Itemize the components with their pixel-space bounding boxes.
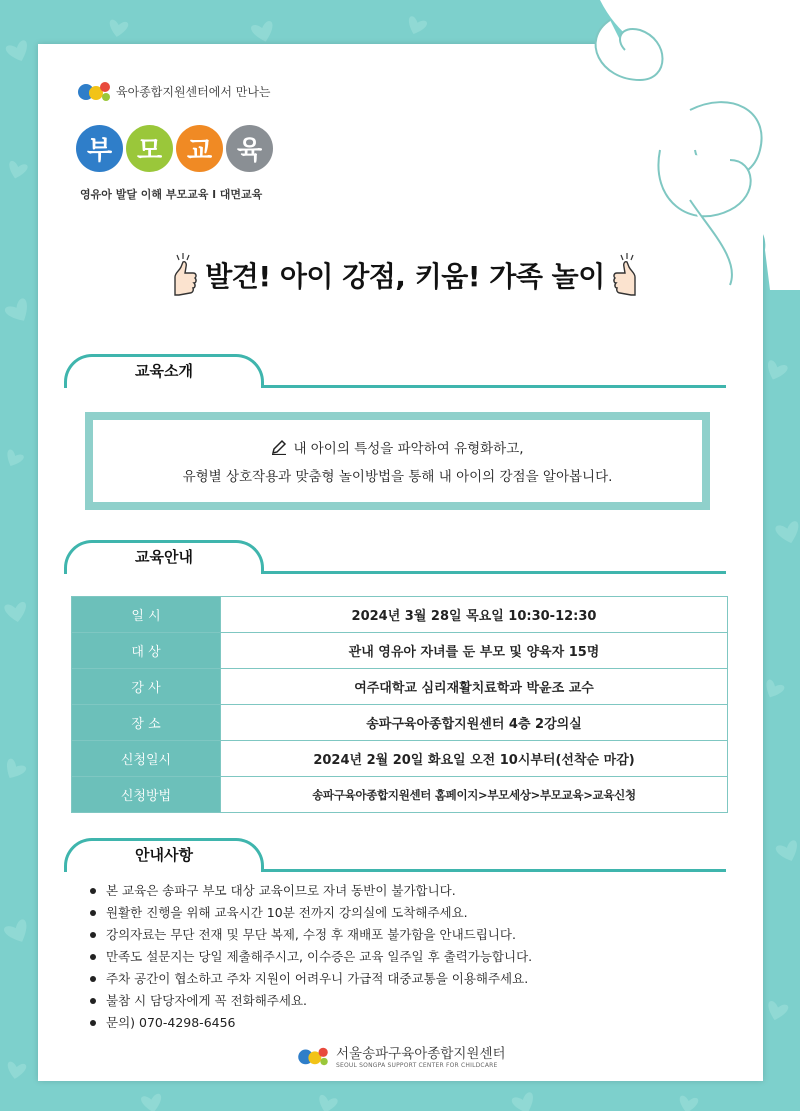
row-value: 여주대학교 심리재활치료학과 박윤조 교수	[221, 669, 728, 705]
section-header-intro	[64, 354, 726, 390]
thumbs-up-icon	[167, 251, 199, 299]
thumbs-up-icon	[611, 251, 643, 299]
row-value: 송파구육아종합지원센터 4층 2강의실	[221, 705, 728, 741]
logo-line	[76, 78, 271, 104]
section-header-notice	[64, 838, 726, 874]
section-title: 교육소개	[135, 362, 193, 380]
pencil-icon	[271, 439, 287, 455]
intro-text-line1: 내 아이의 특성을 파악하여 유형화하고,	[293, 441, 524, 457]
circle-yuk: 육	[226, 125, 273, 172]
main-title: 발견! 아이 강점, 키움! 가족 놀이	[205, 260, 605, 293]
table-row	[72, 777, 728, 813]
row-key: 신청방법	[72, 777, 221, 813]
table-row	[72, 633, 728, 669]
list-item: 문의) 070-4298-6456	[90, 1012, 532, 1034]
program-subline: 영유아 발달 이해 부모교육 l 대면교육	[80, 188, 263, 201]
row-key: 일 시	[72, 597, 221, 633]
list-item: 본 교육은 송파구 부모 대상 교육이므로 자녀 동반이 불가합니다.	[90, 880, 532, 902]
list-item: 만족도 설문지는 당일 제출해주시고, 이수증은 교육 일주일 후 출력가능합니다.	[90, 946, 532, 968]
title-circles	[76, 125, 273, 172]
list-item: 불참 시 담당자에게 꼭 전화해주세요.	[90, 990, 532, 1012]
table-row	[72, 705, 728, 741]
center-logo	[76, 78, 112, 104]
row-value: 2024년 3월 28일 목요일 10:30-12:30	[221, 597, 728, 633]
circle-gyo: 교	[176, 125, 223, 172]
list-item: 주차 공간이 협소하고 주차 지원이 어려우니 가급적 대중교통을 이용해주세요.	[90, 968, 532, 990]
info-table	[71, 596, 728, 813]
row-value: 송파구육아종합지원센터 홈페이지>부모세상>부모교육>교육신청	[221, 777, 728, 813]
logo-caption: 육아종합지원센터에서 만나는	[116, 84, 271, 99]
circle-bu: 부	[76, 125, 123, 172]
intro-text-line2: 유형별 상호작용과 맞춤형 놀이방법을 통해 내 아이의 강점을 알아봅니다.	[182, 469, 613, 485]
notice-list	[90, 880, 532, 1034]
row-value: 2024년 2월 20일 화요일 오전 10시부터(선착순 마감)	[221, 741, 728, 777]
footer-center-english: SEOUL SONGPA SUPPORT CENTER FOR CHILDCARE	[336, 1062, 498, 1069]
circle-mo: 모	[126, 125, 173, 172]
row-key: 장 소	[72, 705, 221, 741]
row-value: 관내 영유아 자녀를 둔 부모 및 양육자 15명	[221, 633, 728, 669]
intro-box	[85, 412, 710, 510]
table-row	[72, 741, 728, 777]
footer-center-name: 서울송파구육아종합지원센터	[336, 1046, 506, 1062]
center-logo	[296, 1044, 330, 1068]
section-title: 교육안내	[135, 548, 193, 566]
table-row	[72, 597, 728, 633]
row-key: 대 상	[72, 633, 221, 669]
section-title: 안내사항	[135, 846, 193, 864]
section-header-info	[64, 540, 726, 576]
table-row	[72, 669, 728, 705]
main-title-block	[160, 244, 650, 306]
row-key: 강 사	[72, 669, 221, 705]
list-item: 원활한 진행을 위해 교육시간 10분 전까지 강의실에 도착해주세요.	[90, 902, 532, 924]
list-item: 강의자료는 무단 전재 및 무단 복제, 수정 후 재배포 불가함을 안내드립니다.	[90, 924, 532, 946]
row-key: 신청일시	[72, 741, 221, 777]
footer-logo	[296, 1042, 506, 1069]
